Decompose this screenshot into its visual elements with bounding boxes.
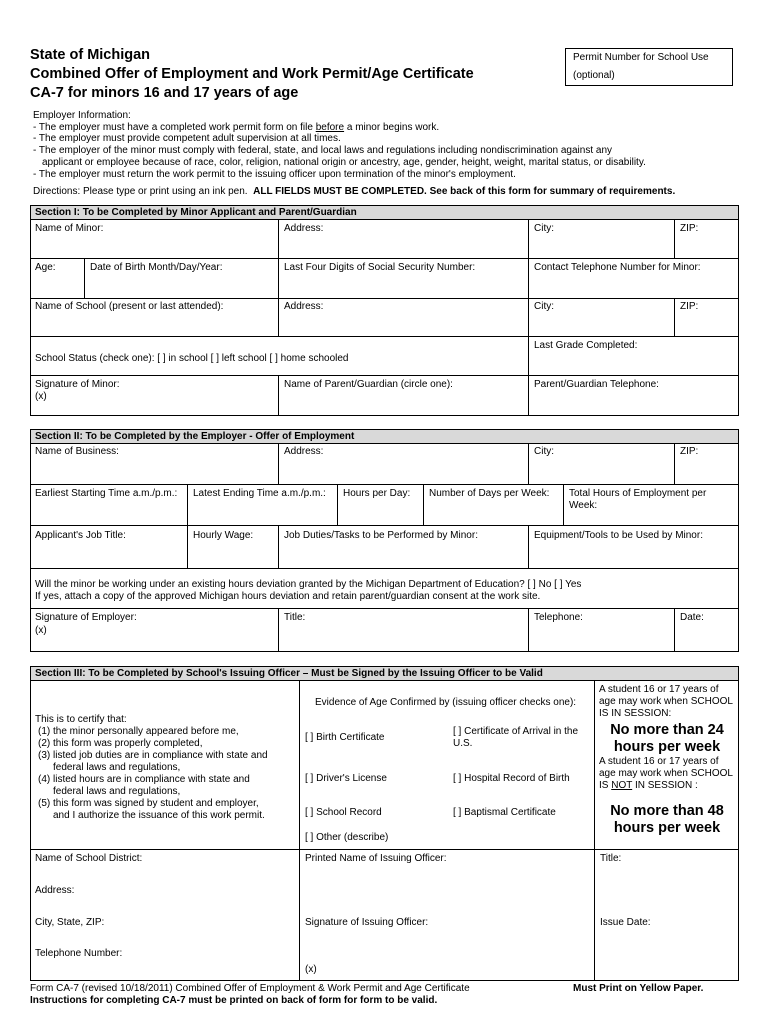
employer-signature-x: (x)	[35, 625, 47, 636]
minor-phone-field[interactable]: Contact Telephone Number for Minor:	[534, 262, 701, 273]
hourly-wage-field[interactable]: Hourly Wage:	[193, 530, 254, 541]
business-zip-field[interactable]: ZIP:	[680, 446, 699, 457]
age-field[interactable]: Age:	[35, 262, 56, 273]
school-name-field[interactable]: Name of School (present or last attended):	[35, 301, 224, 312]
employer-information	[33, 110, 733, 180]
section-2-grid	[30, 443, 739, 652]
hours-deviation-question[interactable]: Will the minor be working under an existing hours deviation granted by the Michigan Department of Education? [ ] No [ ] Yes	[35, 579, 582, 590]
school-address-field[interactable]: Address:	[284, 301, 324, 312]
issue-date-field[interactable]: Issue Date:	[600, 917, 651, 928]
yellow-paper-note: Must Print on Yellow Paper.	[573, 983, 704, 994]
baptismal-certificate-checkbox[interactable]: [ ] Baptismal Certificate	[453, 807, 556, 818]
minor-zip-field[interactable]: ZIP:	[680, 223, 699, 234]
hospital-record-checkbox[interactable]: [ ] Hospital Record of Birth	[453, 773, 570, 784]
employer-telephone-field[interactable]: Telephone:	[534, 612, 583, 623]
other-evidence-checkbox[interactable]: [ ] Other (describe)	[305, 832, 389, 843]
directions-bold: ALL FIELDS MUST BE COMPLETED. See back of this form for summary of requirements.	[253, 186, 676, 197]
section-2-header: Section II: To be Completed by the Employer - Offer of Employment	[30, 429, 739, 443]
form-subtitle: CA-7 for minors 16 and 17 years of age	[30, 85, 299, 101]
in-session-limit: No more than 24 hours per week	[610, 722, 724, 755]
section-1-header: Section I: To be Completed by Minor Applicant and Parent/Guardian	[30, 205, 739, 219]
school-city-field[interactable]: City:	[534, 301, 554, 312]
hours-deviation-note: If yes, attach a copy of the approved Michigan hours deviation and retain parent/guardian consent at the work site.	[35, 591, 541, 602]
instructions-note: Instructions for completing CA-7 must be printed on back of form for form to be valid.	[30, 995, 438, 1006]
section-3-grid: This is to certify that: (1) the minor personally appeared before me, (2) this form was properly completed, (3) listed job duties are in compliance with state and federal laws and regulations, (4) listed hours are in compliance with state and federal laws and regulations, (5) this form was signed by student and employer, and I authorize the issuance of this work permit. Evidence of Age Confirmed by (issuing officer checks one): [ ] Birth Certificate [ ] Certificate of Arrival in the U.S. [ ] Driver's License [ ] Hospital Record of Birth [ ] School Record [ ] Baptismal Certificate [ ] Other (describe) A student 16 or 17 years of age may work when SCHOOL IS IN SESSION: No more than 24 hours per week A student 16 or 17 years of age may work when SCHOOL IS NOT IN SESSION : No more than 48 hours per week Name of School District: Printed Name of Issuing Officer: Title: Address: City, State, ZIP: Signature of Issuing Officer: Issue Date: Telephone Number: (x)	[30, 680, 739, 981]
total-hours-field[interactable]: Total Hours of Employment per Week:	[569, 488, 707, 511]
minor-address-field[interactable]: Address:	[284, 223, 324, 234]
earliest-start-field[interactable]: Earliest Starting Time a.m./p.m.:	[35, 488, 178, 499]
not-in-session-rule: A student 16 or 17 years of age may work when SCHOOL IS NOT IN SESSION :	[599, 756, 733, 791]
permit-number-label: Permit Number for School Use	[573, 52, 709, 63]
minor-signature-x: (x)	[35, 391, 47, 402]
officer-title-field[interactable]: Title:	[600, 853, 622, 864]
days-per-week-field[interactable]: Number of Days per Week:	[429, 488, 550, 499]
employer-info-heading: Employer Information:	[33, 110, 131, 121]
not-in-session-limit: No more than 48 hours per week	[610, 803, 724, 836]
hours-per-day-field[interactable]: Hours per Day:	[343, 488, 411, 499]
permit-number-box[interactable]	[565, 48, 733, 86]
parent-phone-field[interactable]: Parent/Guardian Telephone:	[534, 379, 659, 390]
form-state-title: State of Michigan	[30, 47, 151, 63]
employer-info-item-2: - The employer must provide competent adult supervision at all times.	[33, 133, 341, 145]
employer-info-item-3-cont: applicant or employee because of race, color, religion, national origin or ancestry, age, gender, height, weight, marital status, or disability.	[42, 156, 646, 168]
form-revision-line: Form CA-7 (revised 10/18/2011) Combined Offer of Employment & Work Permit and Age Certificate	[30, 983, 470, 994]
employer-signature-field[interactable]: Signature of Employer:	[35, 612, 137, 623]
school-district-field[interactable]: Name of School District:	[35, 853, 143, 864]
form-title: Combined Offer of Employment and Work Permit/Age Certificate	[30, 66, 474, 82]
evidence-of-age-heading: Evidence of Age Confirmed by (issuing officer checks one):	[315, 697, 577, 708]
minor-city-field[interactable]: City:	[534, 223, 554, 234]
certificate-of-arrival-checkbox[interactable]: [ ] Certificate of Arrival in the U.S.	[453, 726, 579, 749]
employer-info-item-1: - The employer must have a completed work permit form on file before a minor begins work.	[33, 121, 440, 133]
section-1-grid	[30, 219, 739, 416]
minor-signature-field[interactable]: Signature of Minor:	[35, 379, 120, 390]
permit-optional-label: (optional)	[573, 70, 615, 81]
drivers-license-checkbox[interactable]: [ ] Driver's License	[305, 773, 387, 784]
ssn-last-four-field[interactable]: Last Four Digits of Social Security Number:	[284, 262, 476, 273]
equipment-field[interactable]: Equipment/Tools to be Used by Minor:	[534, 530, 703, 541]
directions: Directions: Please type or print using an ink pen. ALL FIELDS MUST BE COMPLETED. See back of this form for summary of requirements.	[33, 186, 676, 197]
section-3-header: Section III: To be Completed by School's Issuing Officer – Must be Signed by the Issuing Officer to be Valid	[30, 666, 739, 680]
birth-certificate-checkbox[interactable]: [ ] Birth Certificate	[305, 732, 385, 743]
school-status-checkboxes[interactable]: School Status (check one): [ ] in school [ ] left school [ ] home schooled	[35, 353, 349, 364]
parent-name-field[interactable]: Name of Parent/Guardian (circle one):	[284, 379, 453, 390]
last-grade-field[interactable]: Last Grade Completed:	[534, 340, 638, 351]
business-city-field[interactable]: City:	[534, 446, 554, 457]
employer-info-item-3: - The employer of the minor must comply with federal, state, and local laws and regulations including nondiscrimination against any	[33, 145, 613, 157]
district-telephone-field[interactable]: Telephone Number:	[35, 948, 123, 959]
in-session-rule: A student 16 or 17 years of age may work when SCHOOL IS IN SESSION:	[599, 684, 733, 719]
latest-end-field[interactable]: Latest Ending Time a.m./p.m.:	[193, 488, 326, 499]
business-name-field[interactable]: Name of Business:	[35, 446, 119, 457]
date-of-birth-field[interactable]: Date of Birth Month/Day/Year:	[90, 262, 223, 273]
school-record-checkbox[interactable]: [ ] School Record	[305, 807, 382, 818]
business-address-field[interactable]: Address:	[284, 446, 324, 457]
school-zip-field[interactable]: ZIP:	[680, 301, 699, 312]
employer-title-field[interactable]: Title:	[284, 612, 306, 623]
employer-date-field[interactable]: Date:	[680, 612, 704, 623]
district-city-state-zip-field[interactable]: City, State, ZIP:	[35, 917, 105, 928]
district-address-field[interactable]: Address:	[35, 885, 75, 896]
name-of-minor-field[interactable]: Name of Minor:	[35, 223, 104, 234]
employer-info-item-4: - The employer must return the work permit to the issuing officer upon termination of the minor's employment.	[33, 168, 516, 180]
officer-signature-x: (x)	[305, 964, 317, 975]
job-duties-field[interactable]: Job Duties/Tasks to be Performed by Minor:	[284, 530, 478, 541]
officer-printed-name-field[interactable]: Printed Name of Issuing Officer:	[305, 853, 447, 864]
job-title-field[interactable]: Applicant's Job Title:	[35, 530, 126, 541]
officer-signature-field[interactable]: Signature of Issuing Officer:	[305, 917, 429, 928]
